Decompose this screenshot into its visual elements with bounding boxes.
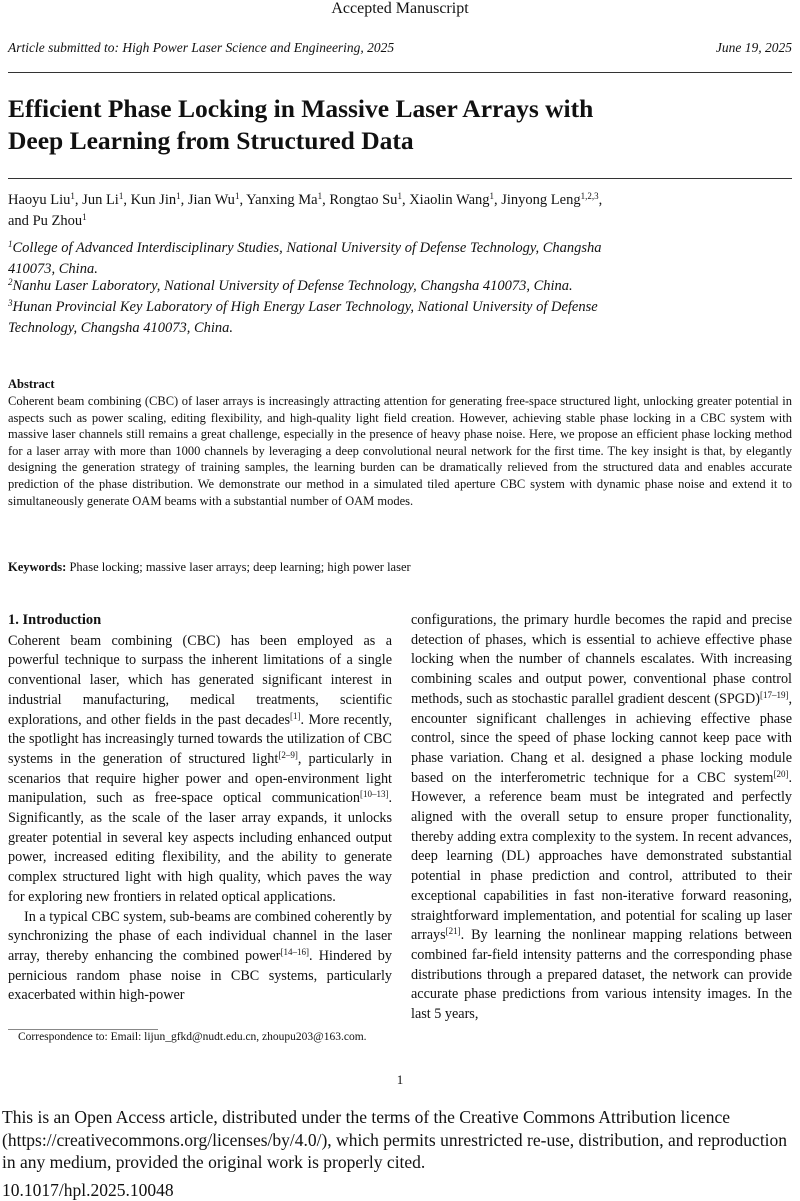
section-heading: 1. Introduction (8, 612, 102, 628)
author-name: Rongtao Su (329, 192, 398, 208)
license-line[interactable]: (https://creativecommons.org/licenses/by/4.0/), which permits unrestricted re-use, distribution, and reproduction (2, 1129, 788, 1150)
author-list (8, 190, 792, 232)
citation[interactable]: [20] (773, 768, 789, 779)
affil-sup: 1 (8, 239, 13, 249)
header-rule (8, 72, 792, 73)
author-line (8, 211, 792, 232)
citation[interactable]: [21] (445, 926, 461, 937)
column-right (411, 611, 792, 1025)
citation[interactable]: [2–9] (278, 749, 298, 760)
license-line: in any medium, provided the original work is properly cited. (2, 1152, 426, 1172)
license-line: This is an Open Access article, distributed under the terms of the Creative Commons Attribution licence (2, 1107, 731, 1127)
keywords (8, 560, 792, 575)
journal-running-head: Article submitted to: High Power Laser Science and Engineering, 2025 (8, 40, 395, 55)
license-notice (2, 1106, 798, 1174)
author-affil-sup: 1,2,3 (580, 191, 599, 201)
keywords-text: Phase locking; massive laser arrays; deep learning; high power laser (69, 560, 411, 574)
citation[interactable]: [17–19] (759, 689, 789, 700)
abstract-heading: Abstract (8, 377, 55, 391)
title-line-1: Efficient Phase Locking in Massive Laser Arrays with (8, 94, 594, 123)
author-affil-sup: 1 (397, 191, 402, 201)
doi-link[interactable]: 10.1017/hpl.2025.10048 (2, 1180, 174, 1200)
author-name: Pu Zhou (32, 213, 83, 229)
author-name: Kun Jin (130, 192, 177, 208)
author-name: Xiaolin Wang (409, 192, 490, 208)
author-name: Jian Wu (187, 192, 235, 208)
correspondence-footnote: Correspondence to: Email: lijun_gfkd@nudt.edu.cn, zhoupu203@163.com. (18, 1031, 367, 1043)
citation[interactable]: [10–13] (359, 789, 389, 800)
affil-text: 410073, China. (8, 261, 98, 277)
citation[interactable]: [1] (290, 710, 301, 721)
author-affil-sup: 1 (234, 191, 240, 201)
title-rule (8, 178, 792, 179)
intro-paragraph-2: In a typical CBC system, sub-beams are combined coherently by synchronizing the phase of each individual channel in the laser array, thereby enhancing the combined power[14–16]. Hindered by pernicious random phase noise in CBC systems, particularly exacerbated within high-power (8, 908, 392, 1004)
author-name: Jinyong Leng (501, 192, 581, 208)
intro-paragraph-1: Coherent beam combining (CBC) has been employed as a powerful technique to surpass the inherent limitations of a single conventional laser, which has generated significant interest in industrial manufacturing, medical treatments, scientific explorations, and other fields in the past decades[1]. More recently, the spotlight has increasingly turned towards the utilization of CBC systems in the generation of structured light[2–9], particularly in scenarios that require higher power and open-environment light manipulation, such as free-space optical communication[10–13]. Significantly, as the scale of the laser array expands, it unlocks greater potential in several key aspects including enhanced output power, increased editing flexibility, and the ability to generate complex structured light with high quality, which paves the way for exploring new frontiers in related optical applications. (8, 632, 392, 905)
abstract-text: Coherent beam combining (CBC) of laser arrays is increasingly attracting attention for generating free-space structured light, unlocking greater potential in aspects such as power scaling, editing flexibility, and high-quality light field creation. However, achieving stable phase locking in a CBC system with massive laser channels still remains a great challenge, especially in the presence of heavy phase noise. Here, we propose an efficient phase locking method for a laser array with more than 1000 channels by leveraging a deep convolutional neural network for the first time. The key insight is that, by elegantly designing the generation strategy of training samples, the learning burden can be dramatically relieved from the structured data and enables accurate prediction of the phase distribution. We demonstrate our method in a simulated tiled aperture CBC system with dynamic phase noise and extend it to simultaneously generate OAM beams with a substantial number of OAM modes. (8, 394, 792, 508)
author-name: Jun Li (82, 192, 119, 208)
footnote-rule (8, 1029, 158, 1030)
affiliation-3 (8, 297, 792, 339)
affil-sup: 2 (8, 277, 13, 287)
author-affil-sup: 1 (317, 191, 323, 201)
affiliation-1 (8, 238, 792, 280)
author-name: Haoyu Liu (8, 192, 71, 208)
paper-title (8, 93, 792, 157)
affil-sup: 3 (8, 298, 13, 308)
affil-text: College of Advanced Interdisciplinary Studies, National University of Defense Technology, Changsha (12, 240, 602, 256)
title-line-2: Deep Learning from Structured Data (8, 126, 414, 155)
citation[interactable]: [14–16] (280, 946, 309, 957)
author-line: Haoyu Liu$^1$, Jun Li$^1$, Kun Jin$^1$, Jian Wu$^1$, Yanxing Ma$^1$, Rongtao Su$^1$, Xiaolin Wang$^1$, Jinyong Leng$^{1,2,3}$, (8, 191, 603, 208)
affil-text: Nanhu Laser Laboratory, National University of Defense Technology, Changsha 410073, China. (12, 278, 573, 294)
intro-paragraph-2-continued: configurations, the primary hurdle becomes the rapid and precise detection of phases, which is essential to achieve effective phase locking when the number of channels escalates. With increasing combining scales and output power, conventional phase control methods, such as stochastic parallel gradient descent (SPGD)[17–19], encounter significant challenges in achieving effective phase control, since the speed of phase locking cannot keep pace with phase variation. Chang et al. designed a phase locking module based on the interferometric technique for a CBC system[20]. However, a reference beam must be integrated and perfectly aligned with the overall setup to ensure proper functionality, thereby adding extra complexity to the system. In recent advances, deep learning (DL) approaches have demonstrated substantial potential in phase prediction and control, attributed to their exceptional capabilities in fast non-iterative forward reasoning, straightforward implementation, and potential for scaling up laser arrays[21]. By learning the nonlinear mapping relations between combined far-field intensity patterns and the corresponding phase distributions through a prepared dataset, the network can provide accurate phase predictions from various intensity images. In the last 5 years, (411, 612, 792, 1023)
and-text: and (8, 213, 33, 229)
author-affil-sup: 1 (82, 212, 87, 222)
affil-text: Technology, Changsha 410073, China. (8, 320, 234, 336)
submission-date: June 19, 2025 (715, 40, 792, 55)
author-affil-sup: 1 (70, 191, 75, 201)
author-affil-sup: 1 (118, 191, 124, 201)
affiliation-2 (8, 276, 792, 297)
page-number: 1 (396, 1072, 404, 1087)
author-affil-sup: 1 (489, 191, 495, 201)
author-affil-sup: 1 (176, 191, 181, 201)
author-name: Yanxing Ma (246, 192, 318, 208)
keywords-label: Keywords: (8, 560, 67, 574)
column-left (8, 611, 392, 1006)
affil-text: Hunan Provincial Key Laboratory of High Energy Laser Technology, National University of Defense (12, 299, 598, 315)
accepted-manuscript-banner: Accepted Manuscript (331, 0, 469, 17)
